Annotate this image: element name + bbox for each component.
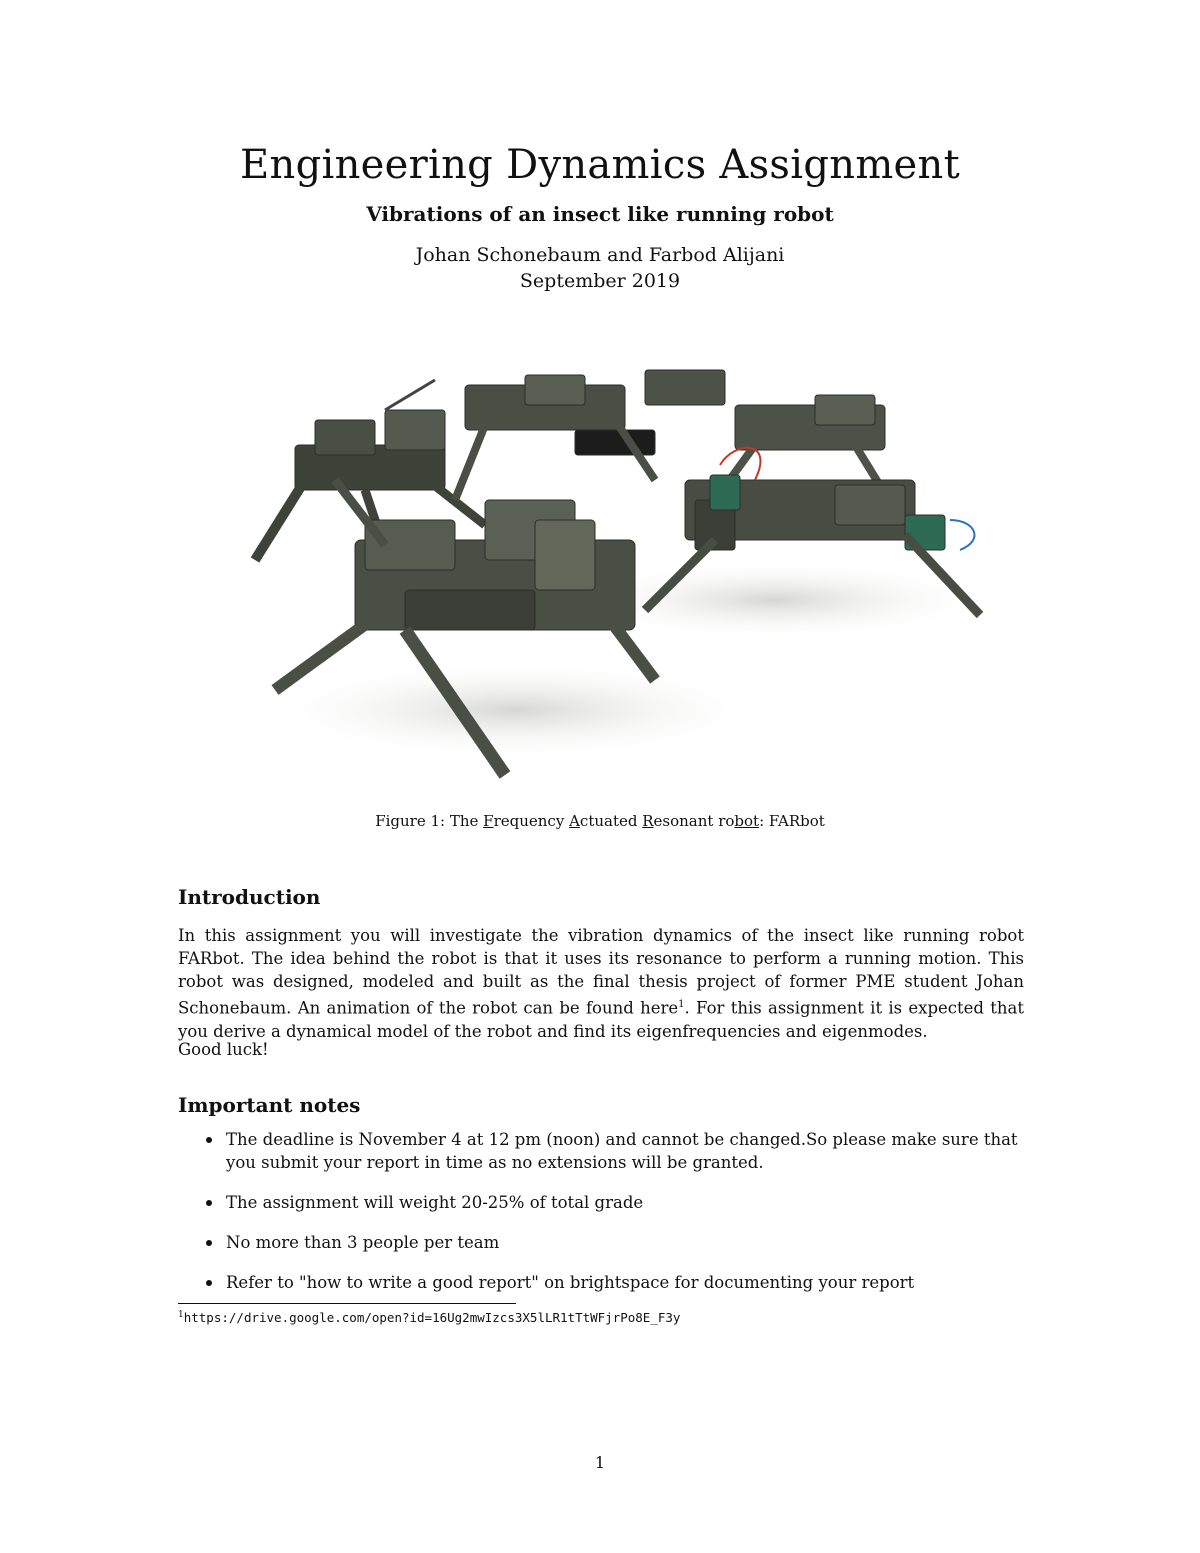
list-item [178,1191,1024,1214]
good-luck-text: Good luck! [178,1040,269,1059]
list-item-text: The deadline is November 4 at 12 pm (noon) and cannot be changed.So please make sure that you submit your report in time as no extensions will be granted. [226,1130,1018,1172]
bullet-icon [206,1200,212,1206]
introduction-text: In this assignment you will investigate the vibration dynamics of the insect like running robot FARbot. The idea behind the robot is that it uses its resonance to perform a running motion. This robot was designed, modeled and built as the final thesis project of former PME student Johan Schonebaum. An animation of the robot can be found here [178,926,1024,1018]
caption-text: requency [493,812,570,830]
farbot-robots-image [215,350,985,790]
figure-caption [0,812,1200,830]
footnote-divider [178,1303,516,1304]
list-item [178,1128,1024,1174]
footnote-link[interactable]: https://drive.google.com/open?id=16Ug2mwIzcs3X5lLR1tTtWFjrPo8E_F3y [183,1310,681,1326]
document-subtitle: Vibrations of an insect like running robot [366,202,834,226]
caption-text: ctuated [579,812,643,830]
document-authors: Johan Schonebaum and Farbod Alijani [415,244,785,266]
robot-figure [215,350,985,790]
bullet-icon [206,1280,212,1286]
caption-underlined-letter: F [483,812,494,830]
list-item-text: No more than 3 people per team [226,1233,500,1252]
document-title: Engineering Dynamics Assignment [240,142,960,188]
caption-underlined-letter: A [569,812,580,830]
important-notes-heading: Important notes [178,1093,361,1117]
footnote-ref: 1 [678,999,685,1010]
important-notes-list [178,1128,1024,1311]
bullet-icon [206,1240,212,1246]
list-item-text: The assignment will weight 20-25% of total grade [226,1193,644,1212]
caption-text: esonant ro [653,812,735,830]
bullet-icon [206,1137,212,1143]
caption-text: : FARbot [759,812,825,830]
introduction-paragraph [178,924,1024,1043]
page-number: 1 [594,1453,606,1472]
list-item [178,1271,1024,1294]
caption-underlined-letter: R [642,812,654,830]
list-item-text: Refer to "how to write a good report" on brightspace for documenting your report [226,1273,915,1292]
caption-underlined-letters: bot [734,812,760,830]
introduction-heading: Introduction [178,885,321,909]
introduction-text: . For this assignment it is expected that you derive a dynamical model of the robot and find its eigenfrequencies and eigenmodes. [178,998,1024,1041]
list-item [178,1231,1024,1254]
caption-text: Figure 1: The [375,812,484,830]
document-date: September 2019 [519,270,681,292]
footnote [178,1310,680,1325]
footnote-mark: 1 [178,1310,184,1320]
